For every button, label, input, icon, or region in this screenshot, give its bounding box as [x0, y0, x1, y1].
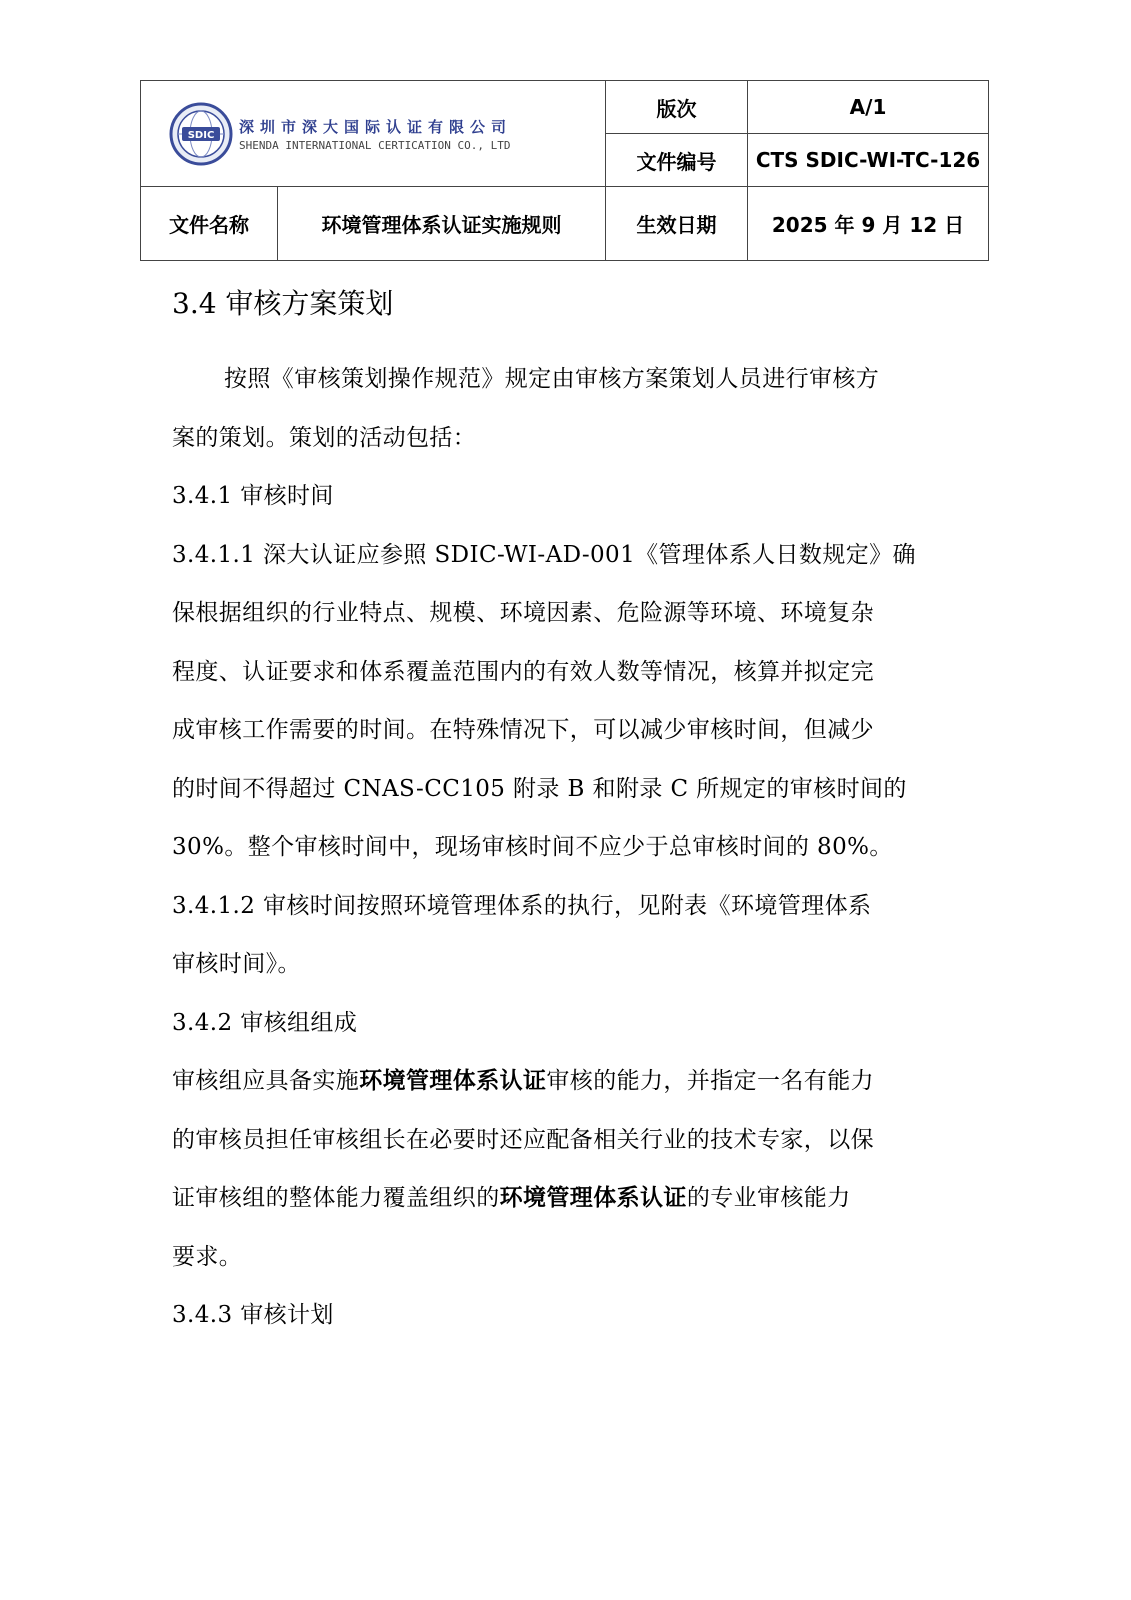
emphasis-text: 环境管理体系认证: [359, 1068, 547, 1094]
effective-date-value: 2025 年 9 月 12 日: [748, 187, 989, 261]
para-342-line-2: 的审核员担任审核组长在必要时还应配备相关行业的技术专家，以保: [172, 1126, 874, 1153]
intro-line-2: 案的策划。策划的活动包括：: [172, 424, 477, 451]
text-run: 审核组应具备实施: [172, 1068, 360, 1094]
text-run: 的专业审核能力: [686, 1185, 851, 1211]
doc-name-value: 环境管理体系认证实施规则: [278, 187, 606, 261]
para-3411-line-2: 保根据组织的行业特点、规模、环境因素、危险源等环境、环境复杂: [172, 600, 874, 626]
doc-name-label: 文件名称: [141, 187, 278, 261]
text-run: 审核的能力，并指定一名有能力: [546, 1068, 875, 1094]
para-3411-line-6: 30%。整个审核时间中，现场审核时间不应少于总审核时间的 80%。: [172, 834, 893, 860]
version-value: A/1: [748, 81, 989, 134]
company-name-en: SHENDA INTERNATIONAL CERTICATION CO., LTD: [239, 138, 511, 152]
para-3411-line-5: 的时间不得超过 CNAS-CC105 附录 B 和附录 C 所规定的审核时间的: [172, 775, 907, 802]
emphasis-text: 环境管理体系认证: [499, 1185, 687, 1211]
effective-date-label: 生效日期: [606, 187, 748, 261]
doc-number-label: 文件编号: [606, 134, 748, 187]
document-header-table: [140, 80, 989, 261]
company-logo: [169, 102, 233, 166]
text-run: 证审核组的整体能力覆盖组织的: [172, 1185, 500, 1211]
subsection-341-title: 3.4.1 审核时间: [172, 483, 334, 509]
para-3412-line-2: 审核时间》。: [172, 951, 301, 977]
doc-number-value: CTS SDIC-WI-TC-126: [748, 134, 989, 187]
para-342-line-1: [172, 1052, 972, 1111]
company-logo-cell: [141, 81, 606, 187]
para-342-line-3: [172, 1169, 972, 1228]
version-label: 版次: [606, 81, 748, 134]
subsection-342-title: 3.4.2 审核组组成: [172, 1009, 358, 1036]
company-name-cn: 深圳市深大国际认证有限公司: [239, 117, 513, 136]
intro-line-1: 按照《审核策划操作规范》规定由审核方案策划人员进行审核方: [224, 366, 880, 392]
para-342-line-4: 要求。: [172, 1243, 243, 1270]
logo-text: SDIC: [187, 129, 215, 141]
para-3412-line-1: 3.4.1.2 审核时间按照环境管理体系的执行，见附表《环境管理体系: [172, 892, 872, 919]
para-3411-line-1: 3.4.1.1 深大认证应参照 SDIC-WI-AD-001《管理体系人日数规定》确: [172, 541, 916, 568]
document-body: [172, 280, 972, 1345]
para-3411-line-4: 成审核工作需要的时间。在特殊情况下，可以减少审核时间，但减少: [172, 717, 874, 743]
para-3411-line-3: 程度、认证要求和体系覆盖范围内的有效人数等情况，核算并拟定完: [172, 658, 874, 685]
section-title: 3.4 审核方案策划: [172, 287, 394, 320]
subsection-343-title: 3.4.3 审核计划: [172, 1302, 334, 1328]
